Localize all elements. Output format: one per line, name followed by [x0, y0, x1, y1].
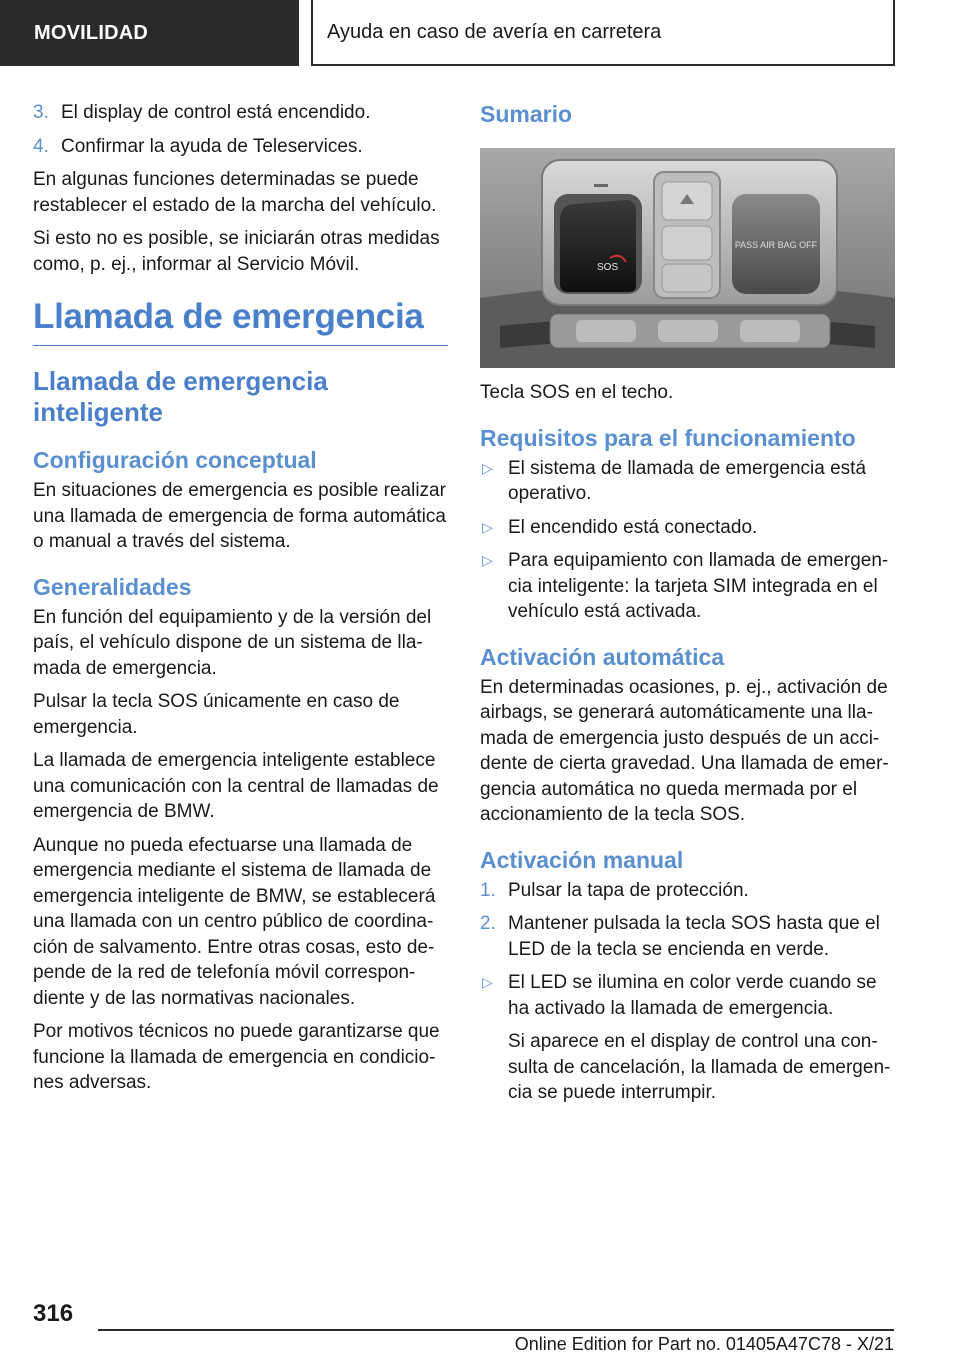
- list-item: [480, 911, 895, 962]
- heading-manual-activation: Activación manual: [480, 846, 684, 873]
- heading-concept: Configuración conceptual: [33, 447, 317, 473]
- step-number: 2.: [480, 913, 496, 934]
- step-number: 4.: [33, 135, 49, 157]
- page-number: 316: [33, 1300, 74, 1327]
- list-item: [480, 970, 895, 1021]
- bullet-text: Para equipamiento con llamada de emergen-cia inteligente: la tarjeta SIM integrada en el vehículo está activada.: [508, 550, 889, 622]
- footer-edition: Online Edition for Part no. 01405A47C78 - X/21: [514, 1334, 894, 1354]
- chapter-title: Ayuda en caso de avería en carretera: [327, 20, 662, 43]
- heading-general: Generalidades: [33, 573, 192, 600]
- image-caption: Tecla SOS en el techo.: [480, 382, 674, 403]
- section-title: MOVILIDAD: [34, 21, 149, 44]
- paragraph: Pulsar la tecla SOS únicamente en caso de emergencia.: [33, 691, 400, 738]
- bullet-text: El sistema de llamada de emergencia está operativo.: [508, 457, 867, 504]
- paragraph: La llamada de emergencia inteligente establece una comunicación con la central de llamadas de emergencia de BMW.: [33, 750, 439, 822]
- triangle-bullet-icon: ▷: [482, 518, 493, 535]
- sos-label: SOS: [597, 262, 619, 273]
- list-item: [480, 878, 895, 904]
- sos-button-photo: [480, 148, 895, 368]
- triangle-bullet-icon: ▷: [482, 974, 493, 990]
- triangle-bullet-icon: ▷: [482, 552, 493, 568]
- step-text: Confirmar la ayuda de Teleservices.: [61, 135, 363, 157]
- step-number: 3.: [33, 102, 49, 123]
- step-text: Pulsar la tapa de protección.: [508, 879, 749, 901]
- list-item: [480, 548, 895, 625]
- bullet-text: El LED se ilumina en color verde cuando se ha activado la llamada de emergencia.: [508, 972, 877, 1019]
- step-text: El display de control está encendido.: [61, 102, 371, 123]
- list-item: [33, 100, 448, 126]
- overhead-console-illustration: [480, 148, 895, 368]
- paragraph: En algunas funciones determinadas se puede restablecer el estado de la marcha del vehículo.: [33, 169, 437, 216]
- paragraph: En determinadas ocasiones, p. ej., activación de airbags, se generará automáticamente una lla-mada de emergencia justo después de un acci-dente de cierta gravedad. Una llamada de emer-gencia automática no queda mermada por el accionamiento de la tecla SOS.: [480, 676, 889, 825]
- right-column: [480, 100, 895, 1114]
- paragraph: Aunque no pueda efectuarse una llamada de emergencia mediante el sistema de llamada de emergencia inteligente de BMW, se establecerá una llamada con un centro público de coordina-ción de salvamento. Entre otras cosas, esto de-pende de la red de telefonía móvil correspon-diente y de las normativas nacionales.: [33, 834, 436, 1009]
- heading-summary: Sumario: [480, 101, 573, 127]
- subsection-heading: Llamada de emergencia inteligente: [33, 366, 328, 427]
- paragraph: En función del equipamiento y de la versión del país, el vehículo dispone de un sistema de lla-mada de emergencia.: [33, 606, 432, 679]
- heading-auto-activation: Activación automática: [480, 643, 725, 670]
- list-item: [33, 134, 448, 160]
- list-item: [480, 515, 895, 541]
- paragraph: Si aparece en el display de control una con-sulta de cancelación, la llamada de emergen-cia se puede interrumpir.: [508, 1031, 891, 1103]
- section-tab: [0, 0, 299, 66]
- list-item: [480, 456, 895, 507]
- triangle-bullet-icon: ▷: [482, 459, 493, 476]
- footer-divider: [98, 1329, 894, 1331]
- paragraph: En situaciones de emergencia es posible realizar una llamada de emergencia de forma automática o manual a través del sistema.: [33, 480, 446, 552]
- step-text: Mantener pulsada la tecla SOS hasta que el LED de la tecla se encienda en verde.: [508, 913, 880, 960]
- section-heading: Llamada de emergencia: [33, 295, 448, 346]
- chapter-header: [311, 0, 895, 66]
- paragraph: Si esto no es posible, se iniciarán otras medidas como, p. ej., informar al Servicio Móvil.: [33, 228, 440, 275]
- paragraph: Por motivos técnicos no puede garantizarse que funcione la llamada de emergencia en condicio-nes adversas.: [33, 1021, 440, 1093]
- step-number: 1.: [480, 879, 496, 901]
- left-column: [33, 100, 448, 1104]
- bullet-text: El encendido está conectado.: [508, 516, 758, 538]
- heading-requirements: Requisitos para el funcionamiento: [480, 424, 856, 451]
- airbag-label: PASS AIR BAG OFF: [734, 240, 818, 250]
